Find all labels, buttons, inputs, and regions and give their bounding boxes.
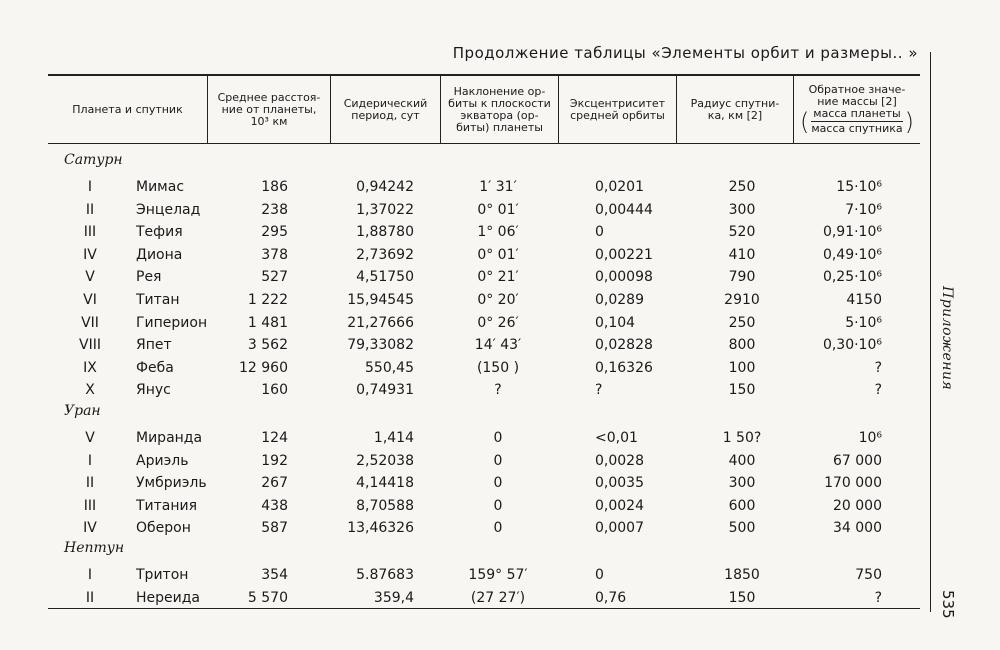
cell-inclination: 0: [493, 497, 503, 514]
cell-eccentricity: 0,0028: [595, 452, 644, 469]
cell-eccentricity: 0: [595, 567, 604, 583]
cell-mass: 0,49·10⁶: [822, 246, 882, 263]
cell-inclination: (150 ): [476, 359, 520, 376]
cell-eccentricity: 0,02828: [595, 337, 653, 354]
cell-period: 0,94242: [356, 179, 414, 195]
cell-number: VI: [83, 292, 97, 308]
table-row: [0, 312, 930, 334]
cell-mass: 4150: [846, 292, 882, 308]
page-number: 535: [939, 590, 957, 619]
cell-satellite-name: Умбриэль: [136, 475, 207, 492]
header-bottom-rule: [48, 143, 920, 144]
cell-satellite-name: Рея: [136, 269, 162, 286]
cell-distance: 378: [261, 246, 288, 263]
cell-number: V: [85, 430, 95, 446]
cell-inclination: 1° 06′: [477, 224, 519, 241]
side-label: Приложения: [939, 286, 955, 391]
cell-eccentricity: ?: [595, 382, 603, 399]
cell-number: X: [85, 382, 95, 399]
cell-radius: 150: [728, 382, 756, 399]
cell-inclination: 0° 26′: [477, 314, 519, 331]
cell-mass: 170 000: [824, 475, 882, 492]
cell-radius: 300: [728, 201, 756, 218]
cell-radius: 1 50?: [722, 430, 762, 446]
cell-mass: 0,25·10⁶: [822, 269, 882, 286]
cell-period: 2,73692: [356, 246, 414, 263]
cell-number: III: [83, 224, 97, 241]
table-row: [0, 334, 930, 356]
table-row: [0, 587, 930, 609]
table-row: [0, 266, 930, 288]
cell-number: II: [85, 589, 95, 606]
cell-inclination: 159° 57′: [468, 567, 528, 583]
cell-number: III: [83, 497, 97, 514]
cell-eccentricity: 0,76: [595, 589, 627, 606]
cell-eccentricity: 0,0007: [595, 520, 644, 537]
cell-satellite-name: Янус: [136, 382, 171, 399]
table-row: [0, 357, 930, 379]
cell-radius: 250: [728, 314, 756, 331]
mass-fraction-numerator: масса планеты: [813, 107, 901, 120]
column-header: Среднее расстоя- ние от планеты, 10³ км: [217, 90, 321, 128]
cell-mass: 0,30·10⁶: [822, 337, 882, 354]
cell-period: 8,70588: [356, 497, 414, 514]
cell-period: 359,4: [373, 589, 414, 606]
cell-number: I: [87, 567, 93, 583]
cell-eccentricity: 0,104: [595, 314, 636, 331]
group-label: Сатурн: [64, 152, 123, 168]
table-row: [0, 495, 930, 517]
cell-inclination: 0: [493, 430, 503, 446]
cell-radius: 400: [728, 452, 756, 469]
cell-mass: 15·10⁶: [836, 179, 882, 195]
cell-eccentricity: 0,16326: [595, 359, 653, 376]
table-row: [0, 199, 930, 221]
cell-number: IV: [83, 520, 97, 537]
cell-period: 13,46326: [347, 520, 414, 537]
cell-mass: ?: [874, 359, 882, 376]
cell-satellite-name: Миранда: [136, 430, 203, 446]
cell-inclination: 0: [493, 520, 503, 537]
cell-mass: 0,91·10⁶: [822, 224, 882, 241]
cell-radius: 150: [728, 589, 756, 606]
cell-distance: 295: [261, 224, 288, 241]
cell-number: VII: [81, 314, 99, 331]
cell-eccentricity: 0,00444: [595, 201, 653, 218]
cell-satellite-name: Тефия: [136, 224, 183, 241]
cell-mass: 67 000: [833, 452, 882, 469]
table-row: [0, 450, 930, 472]
column-header: Сидерический период, сут: [343, 96, 428, 122]
cell-period: 4,14418: [356, 475, 414, 492]
table-row: [0, 517, 930, 539]
cell-distance: 124: [261, 430, 288, 446]
cell-radius: 100: [728, 359, 756, 376]
mass-fraction-denominator: масса спутника: [811, 122, 903, 135]
group-label: Уран: [64, 403, 101, 419]
table-row: [0, 427, 930, 449]
cell-mass: 7·10⁶: [845, 201, 882, 218]
cell-radius: 2910: [724, 292, 760, 308]
column-header: Наклонение ор- биты к плоскости экватора (ор- биты) планеты: [448, 84, 551, 134]
cell-mass: 5·10⁶: [845, 314, 882, 331]
cell-distance: 587: [261, 520, 288, 537]
group-label: Нептун: [64, 540, 125, 556]
cell-period: 1,414: [373, 430, 414, 446]
cell-inclination: 0° 01′: [477, 201, 519, 218]
cell-mass: ?: [874, 589, 882, 606]
cell-number: IV: [83, 246, 97, 263]
cell-distance: 238: [261, 201, 288, 218]
cell-satellite-name: Титания: [136, 497, 198, 514]
cell-mass: 20 000: [833, 497, 882, 514]
cell-period: 21,27666: [347, 314, 414, 331]
cell-distance: 267: [261, 475, 288, 492]
cell-number: II: [85, 201, 95, 218]
cell-distance: 1 481: [247, 314, 288, 331]
cell-distance: 354: [261, 567, 288, 583]
cell-radius: 410: [728, 246, 756, 263]
cell-distance: 160: [261, 382, 288, 399]
table-row: [0, 289, 930, 311]
cell-satellite-name: Титан: [136, 292, 180, 308]
cell-mass: 10⁶: [858, 430, 882, 446]
column-header: Планета и спутник: [72, 102, 183, 116]
cell-period: 0,74931: [356, 382, 414, 399]
mass-ratio-fraction: ( $\frac{\text{масса планеты}}{\text{масса спутника}}$ ): [799, 107, 914, 136]
page-margin-rule: [930, 52, 931, 612]
cell-satellite-name: Феба: [136, 359, 174, 376]
cell-distance: 3 562: [247, 337, 288, 354]
cell-period: 79,33082: [347, 337, 414, 354]
cell-eccentricity: 0,00098: [595, 269, 653, 286]
cell-satellite-name: Гиперион: [136, 314, 208, 331]
cell-number: V: [85, 269, 95, 286]
cell-eccentricity: 0: [595, 224, 604, 241]
cell-eccentricity: 0,0289: [595, 292, 644, 308]
cell-inclination: 0° 21′: [477, 269, 519, 286]
cell-period: 550,45: [365, 359, 414, 376]
cell-satellite-name: Тритон: [136, 567, 189, 583]
cell-satellite-name: Оберон: [136, 520, 191, 537]
cell-radius: 250: [728, 179, 756, 195]
cell-number: I: [87, 179, 93, 195]
cell-number: IX: [83, 359, 97, 376]
table-row: [0, 379, 930, 401]
cell-eccentricity: 0,00221: [595, 246, 653, 263]
cell-satellite-name: Япет: [136, 337, 172, 354]
cell-radius: 600: [728, 497, 756, 514]
cell-period: 15,94545: [347, 292, 414, 308]
cell-distance: 192: [261, 452, 288, 469]
cell-period: 1,37022: [356, 201, 414, 218]
cell-radius: 300: [728, 475, 756, 492]
cell-period: 2,52038: [356, 452, 414, 469]
cell-distance: 12 960: [239, 359, 288, 376]
cell-inclination: ?: [494, 382, 502, 399]
cell-eccentricity: 0,0024: [595, 497, 644, 514]
column-header: Эксцентриситет средней орбиты: [569, 96, 666, 122]
cell-inclination: 0° 01′: [477, 246, 519, 263]
cell-distance: 186: [261, 179, 288, 195]
cell-distance: 1 222: [247, 292, 288, 308]
cell-radius: 500: [728, 520, 756, 537]
cell-satellite-name: Ариэль: [136, 452, 189, 469]
column-header: Радиус спутни- ка, км [2]: [690, 96, 780, 122]
cell-period: 5.87683: [356, 567, 414, 583]
table-row: [0, 472, 930, 494]
cell-mass: 750: [855, 567, 882, 583]
cell-eccentricity: 0,0201: [595, 179, 644, 195]
table-row: [0, 176, 930, 198]
cell-satellite-name: Мимас: [136, 179, 185, 195]
table-caption: Продолжение таблицы «Элементы орбит и размеры.. »: [452, 44, 918, 62]
cell-radius: 520: [728, 224, 756, 241]
cell-distance: 527: [261, 269, 288, 286]
cell-inclination: 0: [493, 452, 503, 469]
cell-period: 1,88780: [356, 224, 414, 241]
cell-number: II: [85, 475, 95, 492]
cell-satellite-name: Диона: [136, 246, 183, 263]
cell-eccentricity: 0,0035: [595, 475, 644, 492]
cell-mass: 34 000: [833, 520, 882, 537]
cell-inclination: 14′ 43′: [474, 337, 522, 354]
cell-satellite-name: Энцелад: [136, 201, 201, 218]
cell-distance: 5 570: [247, 589, 288, 606]
cell-distance: 438: [261, 497, 288, 514]
cell-eccentricity: <0,01: [595, 430, 638, 446]
cell-mass: ?: [874, 382, 882, 399]
cell-radius: 800: [728, 337, 756, 354]
table-row: [0, 221, 930, 243]
cell-period: 4,51750: [356, 269, 414, 286]
cell-inclination: 0: [493, 475, 503, 492]
cell-satellite-name: Нереида: [136, 589, 200, 606]
cell-radius: 790: [728, 269, 756, 286]
column-header: Обратное значе- ние массы [2] ( $\frac{\text{масса планеты}}{\text{масса спутника}}$ ): [799, 83, 914, 136]
cell-inclination: 0° 20′: [477, 292, 519, 308]
cell-inclination: (27 27′): [470, 589, 526, 606]
cell-number: I: [87, 452, 93, 469]
cell-number: VIII: [79, 337, 101, 354]
table-row: [0, 564, 930, 586]
cell-inclination: 1′ 31′: [479, 179, 517, 195]
table-row: [0, 244, 930, 266]
cell-radius: 1850: [724, 567, 760, 583]
